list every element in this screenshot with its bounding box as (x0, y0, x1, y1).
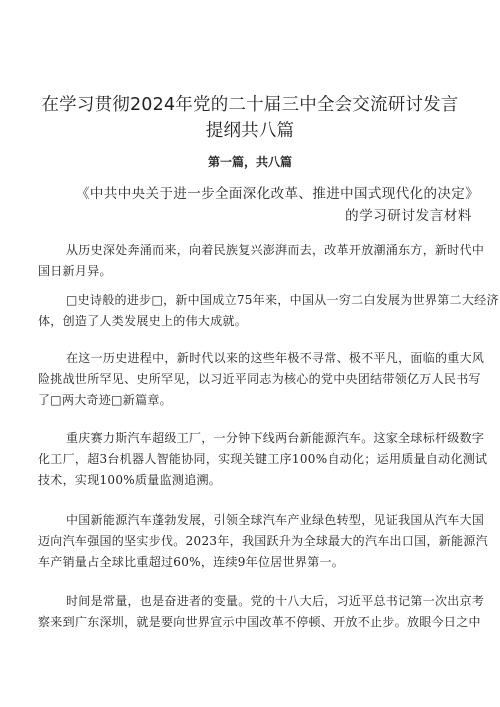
paragraph-5 (38, 510, 488, 573)
paragraph-line: 在这一历史进程中，新时代以来的这些年极不寻常、极不平凡，面临的重大风 (66, 351, 485, 365)
paragraph-line: 体，创造了人类发展史上的伟大成就。 (38, 314, 248, 328)
paragraph-line: 从历史深处奔涌而来，向着民族复兴澎湃而去，改革开放潮涌东方，新时代中 (66, 243, 485, 257)
paragraph-line: 车产销量占全球比重超过60%，连续9年位居世界第一。 (38, 555, 345, 569)
paragraph-line: 迈向汽车强国的坚实步伐。2023年，我国跃升为全球最大的汽车出口国，新能源汽 (38, 534, 488, 548)
paragraph-line: 技术，实现100%质量监测追溯。 (38, 473, 222, 487)
paragraph-line: 险挑战世所罕见、史所罕见，以习近平同志为核心的党中央团结带领亿万人民书写 (38, 372, 481, 386)
paragraph-line: 重庆赛力斯汽车超级工厂，一分钟下线两台新能源汽车。这家全球标杆级数字 (66, 431, 485, 445)
subtitle-line-2: 的学习研讨发言材料 (345, 208, 472, 224)
title-line-1: 在学习贯彻2024年党的二十届三中全会交流研讨发言 (41, 95, 459, 115)
paragraph-line: 了□两大奇迹□新篇章。 (38, 393, 172, 407)
paragraph-line: 中国新能源汽车蓬勃发展，引领全球汽车产业绿色转型，见证我国从汽车大国 (66, 513, 485, 527)
paragraph-line: 时间是常量，也是奋进者的变量。党的十八大后，习近平总书记第一次出京考 (66, 594, 485, 608)
paragraph-line: 化工厂，超3台机器人智能协同，实现关键工序100%自动化；运用质量自动化测试 (38, 452, 488, 466)
subtitle-line-1: 《中共中央关于进一步全面深化改革、推进中国式现代化的决定》 (76, 186, 480, 202)
paragraph-line: 察来到广东深圳，就是要向世界宣示中国改革不停顿、开放不止步。放眼今日之中 (38, 615, 481, 629)
paragraph-line: □史诗般的进步□，新中国成立75年来，中国从一穷二白发展为世界第二大经济 (66, 293, 499, 307)
paragraph-3 (38, 348, 485, 411)
paragraph-2 (38, 290, 499, 332)
paragraph-6 (38, 591, 485, 633)
paragraph-1 (38, 240, 485, 282)
document-subtitle (60, 183, 480, 227)
paragraph-line: 国日新月异。 (38, 264, 112, 278)
paragraph-4 (38, 428, 488, 491)
title-line-2: 提纲共八篇 (205, 121, 295, 141)
section-heading: 第一篇，共八篇 (207, 155, 292, 169)
document-title (40, 92, 460, 144)
